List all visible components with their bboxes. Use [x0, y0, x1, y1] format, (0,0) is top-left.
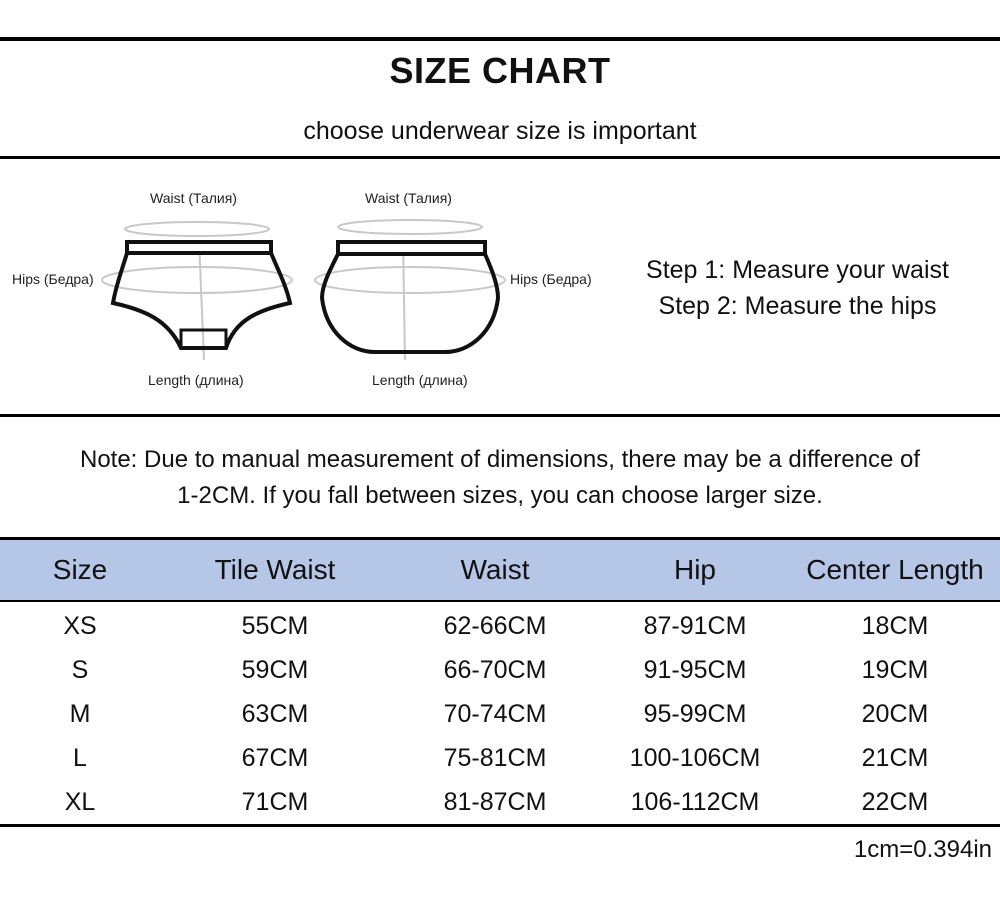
cell-hip: 91-95CM — [643, 655, 747, 684]
cell-center-length: 21CM — [861, 743, 929, 772]
cell-size: M — [69, 699, 91, 728]
front-length-label: Length (длина) — [148, 372, 244, 388]
col-header-waist: Waist — [390, 539, 600, 602]
page-title: SIZE CHART — [389, 50, 611, 91]
cell-tile-waist: 67CM — [241, 743, 309, 772]
note-line-1: Note: Due to manual measurement of dimensions, there may be a difference of — [79, 446, 920, 473]
cell-waist: 62-66CM — [443, 611, 547, 640]
back-length-guide — [403, 240, 405, 360]
header-bottom-rule — [0, 156, 1000, 159]
cell-center-length: 19CM — [861, 655, 929, 684]
note-line-2: 1-2CM. If you fall between sizes, you can choose larger size. — [177, 482, 823, 509]
table-row — [0, 601, 1000, 648]
table-row — [0, 648, 1000, 692]
col-header-tile-waist: Tile Waist — [160, 539, 390, 602]
back-body-outline — [322, 254, 498, 352]
page-subtitle: choose underwear size is important — [303, 117, 697, 145]
front-hips-guide — [102, 267, 292, 293]
cell-hip: 87-91CM — [643, 611, 747, 640]
cell-tile-waist: 63CM — [241, 699, 309, 728]
step-1: Step 1: Measure your waist — [646, 256, 949, 284]
cell-center-length: 18CM — [861, 611, 929, 640]
cell-size: L — [73, 743, 87, 772]
cell-tile-waist: 55CM — [241, 611, 309, 640]
back-brief-illustration — [315, 190, 592, 388]
cell-waist: 66-70CM — [443, 655, 547, 684]
unit-conversion-note: 1cm=0.394in — [853, 836, 992, 863]
front-waistband — [127, 242, 271, 253]
cell-waist: 81-87CM — [390, 780, 600, 826]
back-hips-label: Hips (Бедра) — [510, 271, 592, 287]
cell-waist: 75-81CM — [443, 743, 547, 772]
cell-size: S — [71, 655, 89, 684]
back-length-label: Length (длина) — [372, 372, 468, 388]
col-header-size: Size — [0, 539, 160, 602]
table-row — [0, 736, 1000, 780]
cell-hip: 95-99CM — [643, 699, 747, 728]
measurement-note — [10, 442, 990, 514]
front-waist-label: Waist (Талия) — [150, 190, 237, 206]
back-waist-label: Waist (Талия) — [365, 190, 452, 206]
size-table-header — [0, 539, 1000, 602]
back-waistband — [338, 242, 485, 254]
front-brief-illustration — [12, 190, 292, 388]
cell-size: XS — [63, 611, 97, 640]
cell-center-length: 20CM — [861, 699, 929, 728]
cell-tile-waist: 71CM — [160, 780, 390, 826]
size-table — [0, 537, 1000, 827]
back-hips-guide — [315, 267, 505, 293]
cell-size: XL — [0, 780, 160, 826]
cell-tile-waist: 59CM — [241, 655, 309, 684]
front-length-guide — [199, 240, 204, 360]
cell-hip: 100-106CM — [629, 743, 761, 772]
col-header-center-length: Center Length — [790, 539, 1000, 602]
back-waist-guide — [338, 220, 482, 234]
front-waist-guide — [125, 222, 269, 236]
measure-steps — [600, 252, 995, 324]
table-row — [0, 692, 1000, 736]
cell-waist: 70-74CM — [443, 699, 547, 728]
front-hips-label: Hips (Бедра) — [12, 271, 94, 287]
cell-hip: 106-112CM — [600, 780, 790, 826]
measurement-diagram — [0, 160, 610, 415]
step-2: Step 2: Measure the hips — [658, 292, 937, 320]
table-row — [0, 780, 1000, 826]
top-rule — [0, 37, 1000, 41]
col-header-hip: Hip — [600, 539, 790, 602]
cell-center-length: 22CM — [790, 780, 1000, 826]
